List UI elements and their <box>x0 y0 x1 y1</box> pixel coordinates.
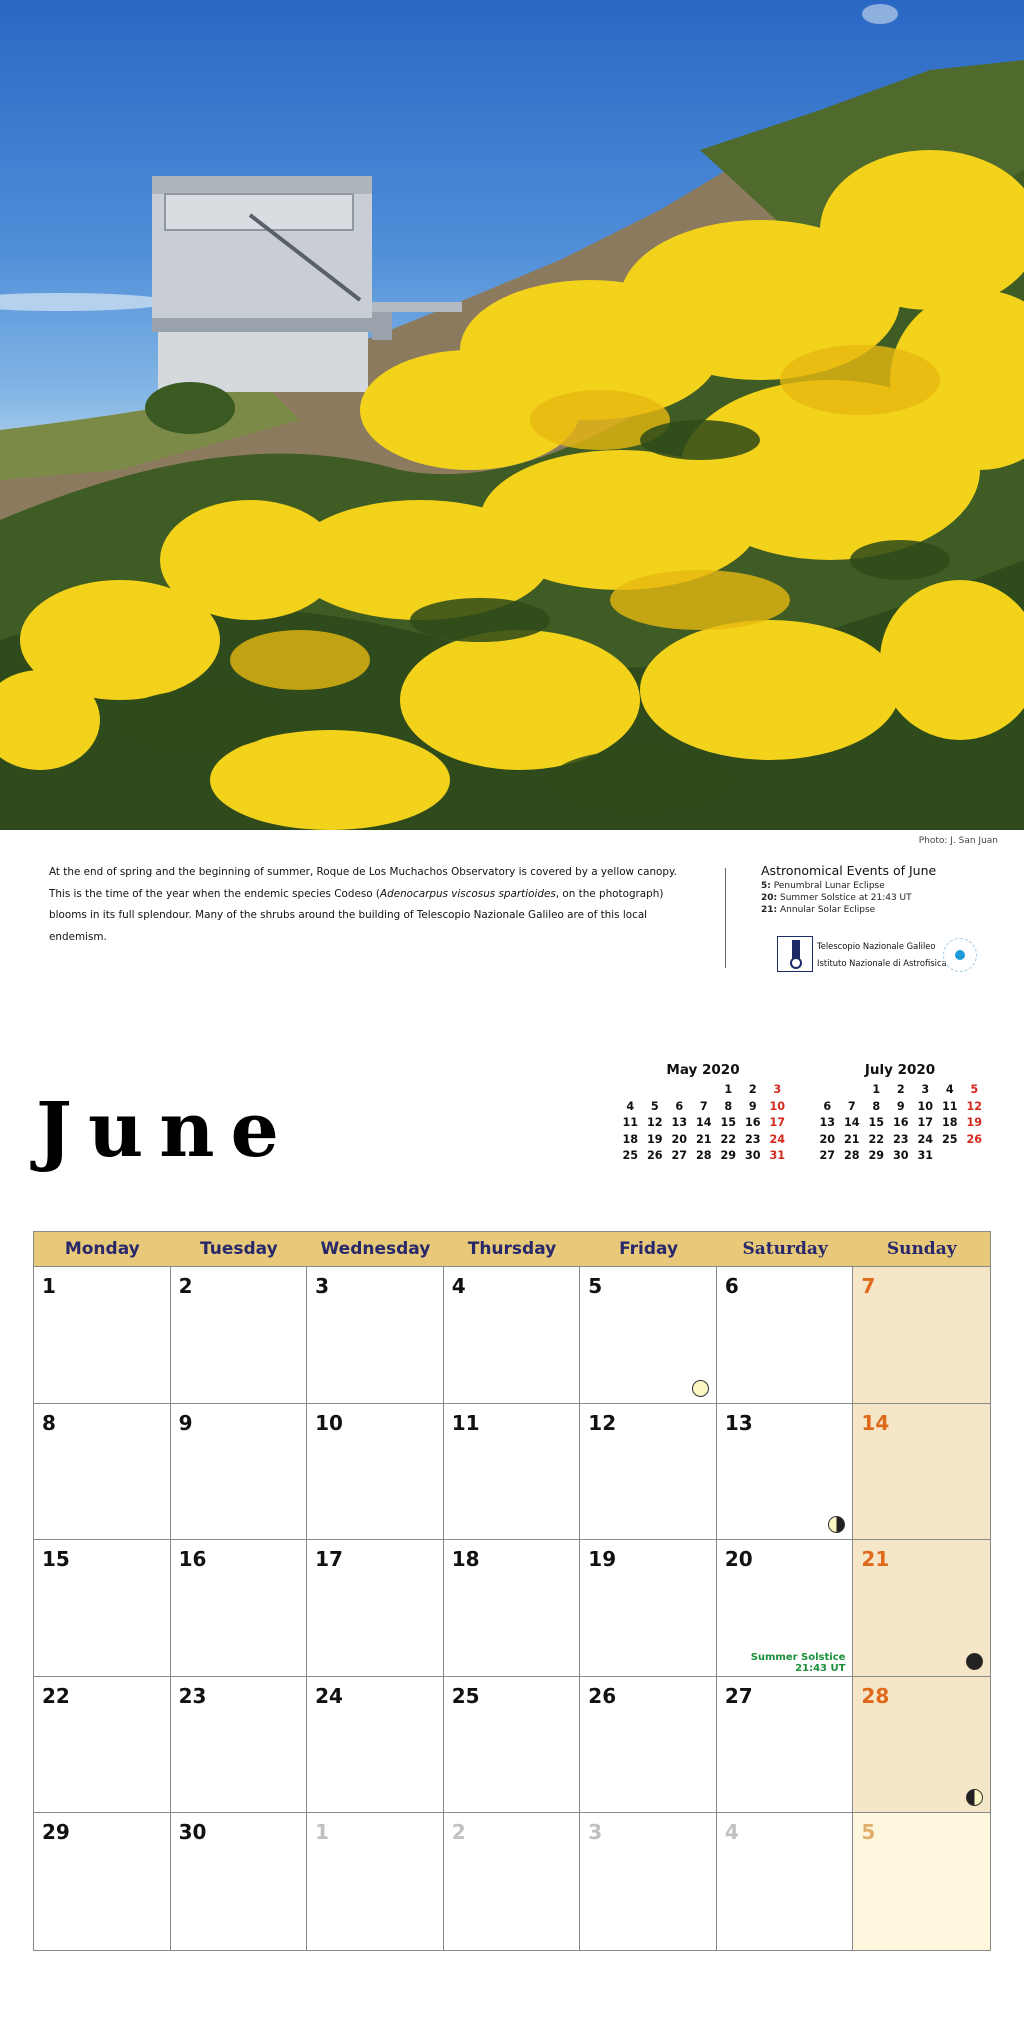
mini-day: 14 <box>843 1116 860 1129</box>
weekday-wednesday: Wednesday <box>320 1239 431 1259</box>
mini-day: 16 <box>744 1116 761 1129</box>
header-photo <box>0 0 1024 830</box>
day-number: 7 <box>861 1274 876 1298</box>
astronomical-events <box>761 863 1001 916</box>
day-number: 18 <box>451 1547 480 1572</box>
mini-day: 10 <box>769 1099 786 1113</box>
day-number: 8 <box>42 1410 56 1435</box>
weekday-monday: Monday <box>64 1239 140 1259</box>
mini-day: 25 <box>622 1149 639 1162</box>
weekday-friday: Friday <box>619 1239 679 1259</box>
mini-day: 5 <box>650 1099 659 1113</box>
day-cell <box>580 1267 717 1404</box>
mini-day <box>962 1148 987 1165</box>
day-cell <box>171 1267 308 1404</box>
day-number: 16 <box>178 1547 207 1572</box>
mini-day: 18 <box>622 1132 639 1146</box>
mini-day <box>692 1082 717 1099</box>
logo-text <box>817 938 947 972</box>
day-cell <box>307 1813 444 1950</box>
mini-day: 15 <box>868 1116 885 1129</box>
mini-day: 4 <box>945 1083 954 1096</box>
mini-day: 12 <box>646 1116 663 1129</box>
mini-day: 20 <box>819 1132 836 1146</box>
mini-day: 6 <box>675 1099 684 1113</box>
mini-day: 9 <box>748 1099 757 1113</box>
day-cell <box>171 1677 308 1814</box>
mini-calendar-grid <box>815 1082 985 1165</box>
mini-day: 31 <box>769 1149 786 1162</box>
mini-day: 11 <box>622 1116 639 1129</box>
mini-day <box>815 1082 840 1099</box>
day-cell <box>853 1267 990 1404</box>
mini-day: 2 <box>896 1083 905 1096</box>
day-cell <box>580 1540 717 1677</box>
event-item: 21: Annular Solar Eclipse <box>761 905 876 915</box>
day-number: 23 <box>178 1683 207 1708</box>
day-cell <box>853 1813 990 1950</box>
day-number: 21 <box>861 1547 890 1572</box>
mini-day: 20 <box>671 1132 688 1146</box>
day-cell <box>717 1540 854 1677</box>
day-number: 9 <box>178 1410 193 1435</box>
day-cell <box>717 1677 854 1814</box>
observatory-flowers-illustration <box>0 0 1024 830</box>
mini-calendar-title: May 2020 <box>666 1062 740 1078</box>
day-cell <box>307 1540 444 1677</box>
day-number: 28 <box>861 1683 890 1708</box>
day-cell <box>307 1267 444 1404</box>
calendar-days <box>34 1267 990 1950</box>
day-cell <box>34 1677 171 1814</box>
day-number: 22 <box>42 1683 70 1708</box>
mini-day: 30 <box>744 1149 761 1162</box>
mini-day: 1 <box>724 1083 733 1096</box>
mini-day: 27 <box>819 1149 836 1162</box>
day-number: 4 <box>451 1274 466 1298</box>
mini-day <box>618 1082 643 1099</box>
weekday-saturday: Saturday <box>742 1239 828 1259</box>
mini-day: 28 <box>695 1149 712 1162</box>
event-item: 5: Penumbral Lunar Eclipse <box>761 881 885 891</box>
mini-day: 8 <box>872 1099 881 1113</box>
day-cell <box>580 1404 717 1541</box>
mini-day: 30 <box>892 1149 909 1162</box>
weekday-tuesday: Tuesday <box>200 1239 278 1259</box>
day-number: 5 <box>861 1820 876 1845</box>
note-line: Summer Solstice <box>750 1651 846 1663</box>
day-number: 5 <box>588 1274 603 1298</box>
day-number: 6 <box>724 1274 739 1298</box>
day-cell <box>444 1540 581 1677</box>
mini-day: 1 <box>872 1083 881 1096</box>
day-cell <box>171 1540 308 1677</box>
day-number: 2 <box>178 1274 193 1298</box>
day-number: 20 <box>724 1547 753 1572</box>
mini-day: 3 <box>921 1083 930 1096</box>
inaf-logo-icon <box>943 938 977 972</box>
day-number: 4 <box>724 1820 739 1845</box>
day-cell <box>717 1813 854 1950</box>
inaf-name: Istituto Nazionale di Astrofisica <box>817 958 947 968</box>
mini-day: 24 <box>917 1132 934 1146</box>
day-number: 1 <box>42 1274 56 1298</box>
mini-day: 19 <box>966 1116 983 1129</box>
day-number: 15 <box>42 1547 70 1572</box>
day-number: 17 <box>315 1547 343 1572</box>
mini-day: 22 <box>720 1132 737 1146</box>
mini-day <box>667 1082 692 1099</box>
day-number: 1 <box>315 1820 330 1845</box>
new-moon-icon <box>966 1653 983 1670</box>
day-cell <box>580 1677 717 1814</box>
weekday-sunday: Sunday <box>886 1239 957 1259</box>
day-cell <box>34 1404 171 1541</box>
day-number: 26 <box>588 1683 617 1708</box>
mini-day: 7 <box>847 1099 856 1113</box>
mini-calendar-next <box>815 1062 985 1165</box>
day-number: 2 <box>451 1820 466 1845</box>
photo-credit: Photo: J. San Juan <box>918 836 998 846</box>
species-name: Adenocarpus viscosus spartioides <box>379 887 556 900</box>
day-number: 29 <box>42 1820 70 1845</box>
mini-day: 22 <box>868 1132 885 1146</box>
day-cell <box>444 1677 581 1814</box>
mini-day: 23 <box>744 1132 761 1146</box>
day-number: 24 <box>315 1683 343 1708</box>
note-line: 21:43 UT <box>795 1662 846 1674</box>
day-cell <box>307 1677 444 1814</box>
mini-day: 6 <box>823 1099 832 1113</box>
mini-day: 24 <box>769 1132 786 1146</box>
day-cell <box>171 1813 308 1950</box>
mini-day: 13 <box>819 1116 836 1129</box>
mini-day: 18 <box>941 1116 958 1129</box>
day-number: 13 <box>724 1410 753 1435</box>
mini-day: 28 <box>843 1149 860 1162</box>
mini-day: 25 <box>941 1132 958 1146</box>
mini-day: 11 <box>941 1099 958 1113</box>
mini-day: 26 <box>646 1149 663 1162</box>
day-event-note <box>751 1652 846 1674</box>
day-cell <box>34 1540 171 1677</box>
mini-calendar-grid <box>618 1082 788 1165</box>
day-number: 3 <box>315 1274 330 1298</box>
weekday-thursday: Thursday <box>467 1239 557 1259</box>
mini-day: 31 <box>917 1149 934 1162</box>
mini-day: 13 <box>671 1116 688 1129</box>
day-number: 30 <box>178 1820 207 1845</box>
mini-day: 14 <box>695 1116 712 1129</box>
day-cell <box>717 1267 854 1404</box>
mini-day: 12 <box>966 1099 983 1113</box>
mini-day: 8 <box>724 1099 733 1113</box>
day-cell <box>853 1677 990 1814</box>
day-cell <box>717 1404 854 1541</box>
mini-day: 21 <box>843 1132 860 1146</box>
day-number: 19 <box>588 1547 617 1572</box>
mini-day: 23 <box>892 1132 909 1146</box>
day-number: 25 <box>451 1683 480 1708</box>
mini-day: 26 <box>966 1132 983 1146</box>
mini-day <box>643 1082 668 1099</box>
mini-day: 9 <box>896 1099 905 1113</box>
day-number: 12 <box>588 1410 617 1435</box>
day-cell <box>307 1404 444 1541</box>
description-text-2: , on the photograph) blooms in its full splendour. Many of the shrubs around the building of Telescopio Nazionale Galileo are of this local endemism. <box>49 887 664 943</box>
institution-logos <box>777 936 982 976</box>
day-number: 27 <box>724 1683 753 1708</box>
mini-day: 10 <box>917 1099 934 1113</box>
month-calendar <box>33 1231 991 1951</box>
mini-day: 4 <box>626 1099 635 1113</box>
weekday-header <box>34 1232 990 1267</box>
day-cell <box>853 1540 990 1677</box>
day-number: 11 <box>451 1410 480 1435</box>
mini-day: 3 <box>773 1083 782 1096</box>
mini-day: 2 <box>748 1083 757 1096</box>
mini-calendar-previous <box>618 1062 788 1165</box>
mini-day: 27 <box>671 1149 688 1162</box>
month-title: June <box>36 1085 295 1174</box>
day-cell <box>444 1813 581 1950</box>
mini-day: 16 <box>892 1116 909 1129</box>
day-number: 10 <box>315 1410 343 1435</box>
day-cell <box>444 1267 581 1404</box>
mini-day <box>840 1082 865 1099</box>
day-cell <box>853 1404 990 1541</box>
mini-day: 5 <box>970 1083 979 1096</box>
day-cell <box>171 1404 308 1541</box>
event-item: 20: Summer Solstice at 21:43 UT <box>761 893 912 903</box>
mini-day: 21 <box>695 1132 712 1146</box>
day-cell <box>34 1267 171 1404</box>
day-number: 14 <box>861 1410 890 1435</box>
tng-logo-icon <box>777 936 813 972</box>
day-cell <box>34 1813 171 1950</box>
mini-calendar-title: July 2020 <box>864 1062 936 1078</box>
last-quarter-moon-icon <box>828 1516 845 1533</box>
mini-day: 29 <box>868 1149 885 1162</box>
mini-day: 17 <box>917 1116 934 1129</box>
tng-name: Telescopio Nazionale Galileo <box>817 941 936 951</box>
mini-day: 15 <box>720 1116 737 1129</box>
photo-description <box>49 862 699 948</box>
full-moon-icon <box>692 1380 709 1397</box>
mini-day: 19 <box>646 1132 663 1146</box>
day-cell <box>444 1404 581 1541</box>
mini-day: 17 <box>769 1116 786 1129</box>
mini-day: 7 <box>699 1099 708 1113</box>
divider-line <box>725 868 726 968</box>
description-text-1: At the end of spring and the beginning of summer, Roque de Los Muchachos Observatory is covered by a yellow canopy. This is the time of the year when the endemic species Codeso ( <box>49 866 677 900</box>
day-number: 3 <box>588 1820 603 1845</box>
day-cell <box>580 1813 717 1950</box>
first-quarter-moon-icon <box>966 1789 983 1806</box>
events-title: Astronomical Events of June <box>761 863 937 878</box>
mini-day: 29 <box>720 1149 737 1162</box>
mini-day <box>938 1148 963 1165</box>
